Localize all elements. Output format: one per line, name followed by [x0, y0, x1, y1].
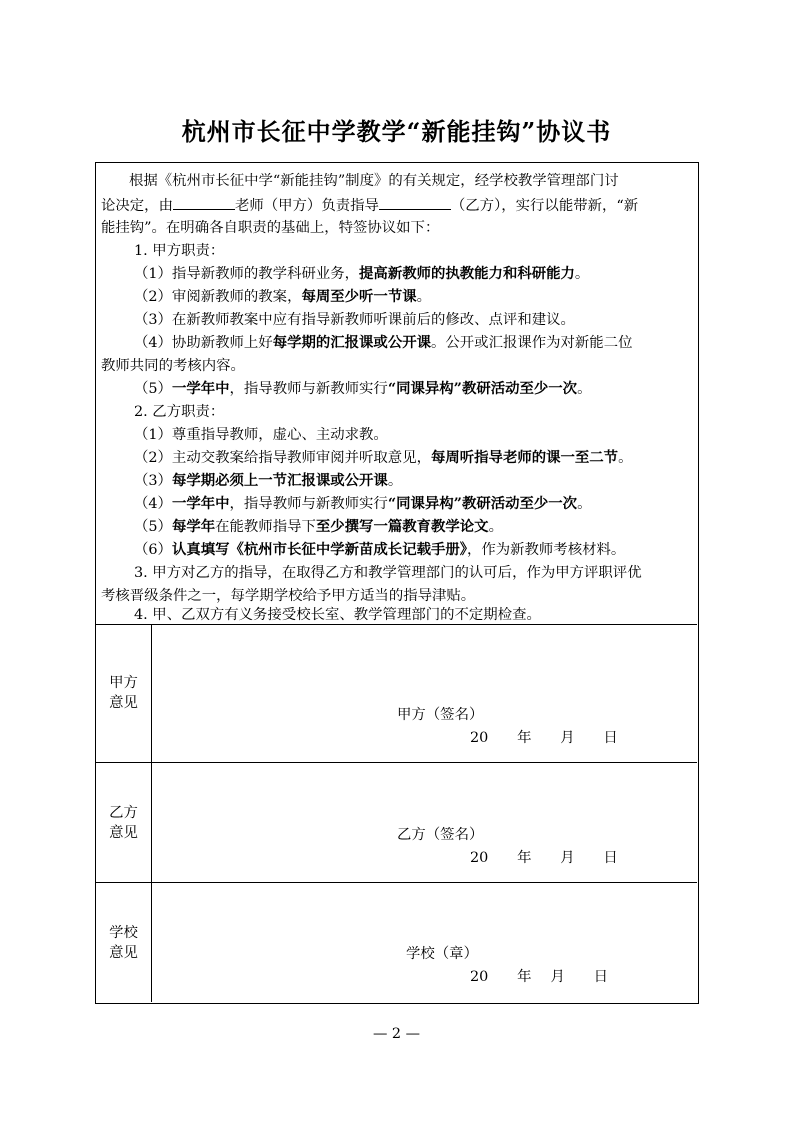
clause-4-line-1: 4. 甲、乙双方有义务接受校长室、教学管理部门的不定期检查。 — [134, 607, 541, 623]
party-a-date: 20 年 月 日 — [470, 730, 618, 746]
party-b-signature: 乙方（签名） — [397, 827, 484, 843]
party-b-opinion-label: 乙方 意见 — [96, 763, 152, 882]
school-date: 20 年 月 日 — [470, 969, 609, 985]
party-b-heading: 2. 乙方职责： — [134, 404, 225, 420]
agreement-body — [96, 163, 697, 625]
party-b-item-5: （5）每学年在能教师指导下至少撰写一篇教育教学论文。 — [134, 518, 503, 535]
party-a-item-4: （4）协助新教师上好每学期的汇报课或公开课。公开或汇报课作为对新能二位 — [134, 334, 633, 351]
party-b-date: 20 年 月 日 — [470, 850, 618, 866]
mentee-name-blank[interactable] — [379, 195, 451, 210]
page-number: — 2 — — [372, 1026, 421, 1042]
intro-line-1: 根据《杭州市长征中学“新能挂钩”制度》的有关规定，经学校教学管理部门讨 — [129, 173, 619, 189]
party-a-item-4-cont: 教师共同的考核内容。 — [101, 358, 245, 374]
party-a-item-2: （2）审阅新教师的教案，每周至少听一节课。 — [134, 288, 432, 305]
party-a-heading: 1. 甲方职责： — [134, 243, 225, 259]
intro-line-2: 论决定，由 老师（甲方）负责指导 （乙方），实行以能带新，“新 — [101, 195, 638, 216]
party-b-item-6: （6）认真填写《杭州市长征中学新苗成长记载手册》，作为新教师考核材料。 — [134, 541, 626, 558]
party-a-signature: 甲方（签名） — [397, 707, 484, 723]
intro-line-3: 能挂钩”。在明确各自职责的基础上，特签协议如下： — [101, 220, 440, 236]
mentor-name-blank[interactable] — [173, 195, 235, 210]
party-a-item-5: （5）一学年中，指导教师与新教师实行“同课异构”教研活动至少一次。 — [134, 380, 592, 397]
school-opinion-row — [96, 883, 697, 1002]
party-b-item-4: （4）一学年中，指导教师与新教师实行“同课异构”教研活动至少一次。 — [134, 495, 592, 512]
school-seal: 学校（章） — [406, 946, 478, 962]
document-title: 杭州市长征中学教学“新能挂钩”协议书 — [181, 117, 612, 146]
clause-3-line-1: 3. 甲方对乙方的指导，在取得乙方和教学管理部门的认可后，作为甲方评职评优 — [134, 565, 642, 581]
party-b-opinion-row — [96, 763, 697, 883]
party-a-opinion-label: 甲方 意见 — [96, 624, 152, 762]
party-b-item-3: （3）每学期必须上一节汇报课或公开课。 — [134, 472, 403, 489]
party-a-item-3: （3）在新教师教案中应有指导新教师听课前后的修改、点评和建议。 — [134, 312, 575, 328]
party-a-opinion-row — [96, 624, 697, 763]
party-b-item-2: （2）主动交教案给指导教师审阅并听取意见，每周听指导老师的课一至二节。 — [134, 449, 633, 466]
school-opinion-label: 学校 意见 — [96, 883, 152, 1002]
party-a-item-1: （1）指导新教师的教学科研业务，提高新教师的执教能力和科研能力。 — [134, 265, 590, 282]
agreement-table — [95, 162, 699, 1004]
party-b-item-1: （1）尊重指导教师，虚心、主动求教。 — [134, 427, 388, 443]
clause-3-line-2: 考核晋级条件之一，每学期学校给予甲方适当的指导津贴。 — [101, 588, 476, 604]
